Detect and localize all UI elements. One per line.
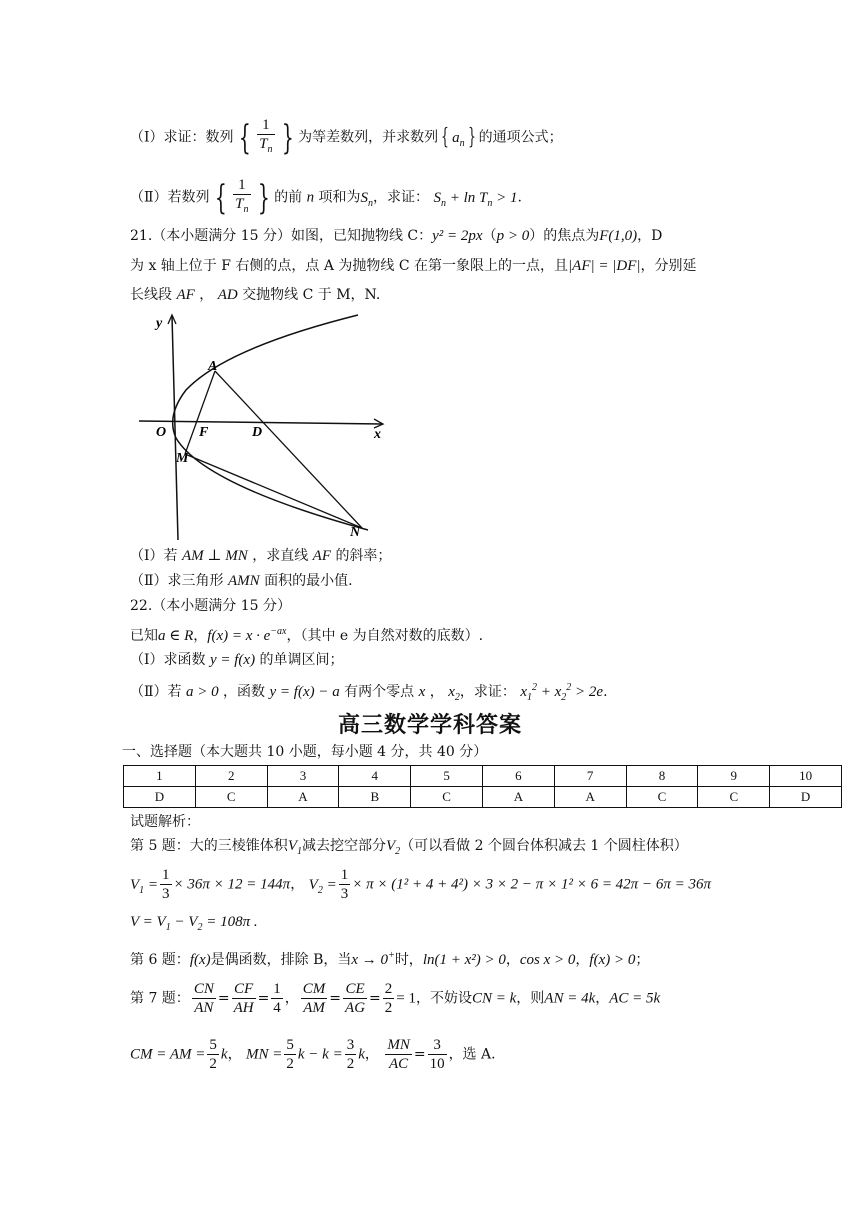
segment-MN xyxy=(185,454,362,528)
q5-line: 第 5 题：大的三棱锥体积$V_1$减去挖空部分$V_2$（可以看做 2 个圆台体积减去 1 个圆柱体积） xyxy=(130,838,688,857)
label-F: F xyxy=(199,425,209,440)
p20-part2: （Ⅱ）若数列 { $\frac{1}{T_n}$ } 的前 n 项和为$S_n$，求证： $S_n + \ln T_n > 1$. xyxy=(130,177,522,218)
segment-AN xyxy=(215,371,362,528)
fraction-1-over-tn: $\frac{1}{T_n}$ xyxy=(259,117,273,155)
fraction-1-over-tn: $\frac{1}{T_n}$ xyxy=(235,177,249,215)
table-row-numbers xyxy=(124,766,842,787)
answers-title: 高三数学学科答案 xyxy=(337,713,522,738)
text: （Ⅰ）求证：数列 xyxy=(130,129,234,146)
question-number: 2 xyxy=(195,766,267,787)
label-M: M xyxy=(176,451,189,466)
answer-choice: C xyxy=(195,787,267,808)
p22-part1: （Ⅰ）求函数 y = f(x) 的单调区间； xyxy=(130,652,344,668)
p21-part1: （Ⅰ）若 AM ⊥ MN ，求直线 AF 的斜率； xyxy=(130,548,392,564)
answer-choice: D xyxy=(124,787,196,808)
question-number: 10 xyxy=(770,766,842,787)
inequality: $S_n + \ln T_n > 1$ xyxy=(433,189,518,209)
p21-line1: 21.（本小题满分 15 分）如图，已知抛物线 C：y² = 2px（p > 0）的焦点为F(1,0)，D xyxy=(130,228,663,244)
label-x: x xyxy=(374,427,381,442)
p21-line3: 长线段 AF ， AD 交抛物线 C 于 M，N. xyxy=(130,287,381,303)
p22-head: 22.（本小题满分 15 分） xyxy=(130,598,291,614)
table-row-choices xyxy=(124,787,842,808)
question-number: 1 xyxy=(124,766,196,787)
answer-choice: D xyxy=(770,787,842,808)
p20-part1: （Ⅰ）求证：数列 { $\frac{1}{T_n}$ } 为等差数列，并求数列 { $a_n$ } 的通项公式； xyxy=(130,117,563,158)
question-number: 5 xyxy=(411,766,483,787)
q5-formula: $V_1$ = $\frac{1}{3}$ × 36π × 12 = 144π， $V_2$ = $\frac{1}{3}$ × π × (1² + 4 + 4²) × 3 × 2 − π × 1² × 6 = 42π − 6π = 36π xyxy=(130,867,711,902)
answer-choice: A xyxy=(554,787,626,808)
question-number: 3 xyxy=(267,766,339,787)
question-number: 8 xyxy=(626,766,698,787)
label-y: y xyxy=(156,316,163,331)
label-D: D xyxy=(252,425,263,440)
text: 的通项公式； xyxy=(478,129,563,146)
q7-line2: CM = AM = $\frac{5}{2}$ k， MN = $\frac{5}{2}$ k − k = $\frac{3}{2}$ k， $\frac{MN}{AC}$ = $\frac{3}{10}$ ，选 A. xyxy=(130,1037,496,1072)
question-number: 7 xyxy=(554,766,626,787)
segment-AM xyxy=(185,371,215,454)
answer-choice: B xyxy=(339,787,411,808)
question-number: 4 xyxy=(339,766,411,787)
q7-line: 第 7 题： $\frac{CN}{AN}$ = $\frac{CF}{AH}$ = $\frac{1}{4}$ ， $\frac{CM}{AM}$ = $\frac{CE}{AG}$ = $\frac{2}{2}$ = 1，不妨设CN = k，则AN = 4k，AC = 5k xyxy=(130,981,661,1016)
parabola-figure xyxy=(136,310,396,542)
answer-choice: A xyxy=(267,787,339,808)
answer-choice: A xyxy=(482,787,554,808)
label-A: A xyxy=(208,359,218,374)
answer-choice: C xyxy=(626,787,698,808)
p21-line2: 为 x 轴上位于 F 右侧的点，点 A 为抛物线 C 在第一象限上的一点，且|AF| = |DF|，分别延 xyxy=(130,258,697,274)
q6-line: 第 6 题：f(x)是偶函数，排除 B，当x → 0+时，ln(1 + x²) > 0，cos x > 0，f(x) > 0； xyxy=(130,950,650,968)
question-number: 6 xyxy=(482,766,554,787)
question-number: 9 xyxy=(698,766,770,787)
section-heading: 一、选择题（本大题共 10 小题，每小题 4 分，共 40 分） xyxy=(122,744,488,760)
label-N: N xyxy=(350,525,361,540)
label-O: O xyxy=(156,425,167,440)
text: （Ⅱ）若数列 xyxy=(130,189,210,206)
p22-part2: （Ⅱ）若 a > 0 ，函数 y = f(x) − a 有两个零点 x ， $x_2$，求证： $x_1^2 + x_2^2 > 2e$. xyxy=(130,682,608,703)
q5-result: $V = V_1 - V_2 = 108\pi$ . xyxy=(130,914,258,933)
answer-choice: C xyxy=(698,787,770,808)
p21-part2: （Ⅱ）求三角形 AMN 面积的最小值. xyxy=(130,573,353,589)
analysis-label: 试题解析： xyxy=(130,814,200,830)
answer-choice: C xyxy=(411,787,483,808)
p22-line1: 已知a ∈ R，$f(x) = x \cdot e^{-ax}$，（其中 e 为自然对数的底数）. xyxy=(130,626,484,644)
text: 为等差数列，并求数列 xyxy=(298,129,439,146)
answer-table xyxy=(123,765,842,808)
